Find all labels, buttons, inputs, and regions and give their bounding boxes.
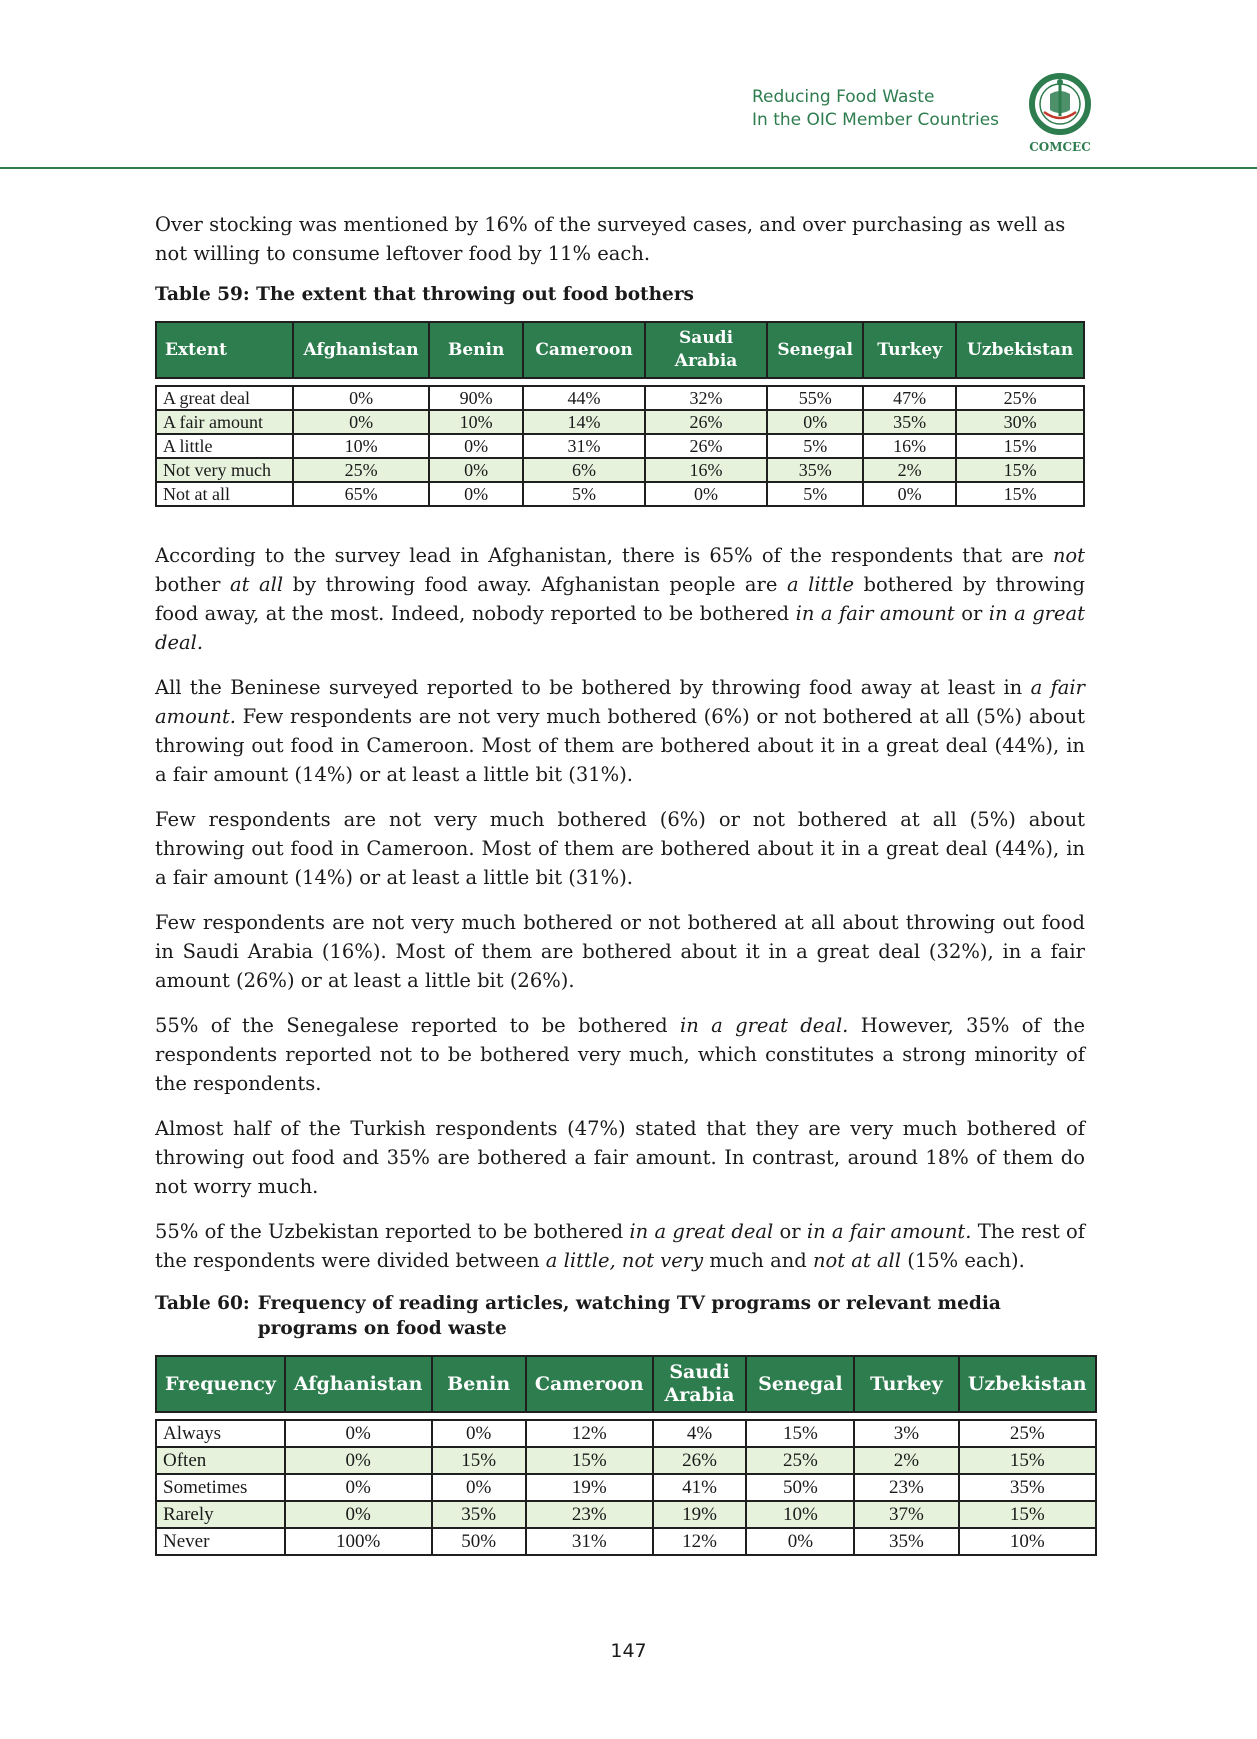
table-60-cell: 0% [432, 1420, 526, 1447]
emphasis-text: a fair amount. [155, 676, 1085, 728]
table-59-cell: 31% [523, 434, 644, 458]
logo-text: COMCEC [1029, 140, 1091, 154]
table-60-cell: 0% [285, 1447, 432, 1474]
table-59-spacer-cell [156, 378, 1084, 386]
table-60-cell: 10% [959, 1528, 1097, 1555]
emphasis-text: in a great deal [629, 1220, 774, 1243]
paragraph-senegal [155, 1011, 1085, 1098]
comcec-logo [1020, 70, 1100, 156]
table-59-header-cell: Uzbekistan [956, 322, 1084, 378]
table-60-spacer [156, 1412, 1096, 1420]
table-59-spacer [156, 378, 1084, 386]
paragraph-afghanistan [155, 541, 1085, 657]
table-59-row-label: A great deal [156, 386, 293, 410]
table-60-row [156, 1474, 1096, 1501]
paragraph-saudi-arabia: Few respondents are not very much bothered or not bothered at all about throwing out food in Saudi Arabia (16%). Most of them are bothered about it in a great deal (32%), in a fair amount (26%) or at least a little bit (26%). [155, 911, 1085, 992]
table-59-header-cell: Afghanistan [293, 322, 429, 378]
text-run: 55% of the Senegalese reported to be bothered [155, 1014, 680, 1037]
table-59-header-row [156, 322, 1084, 378]
table-60-cell: 37% [854, 1501, 958, 1528]
table-59-cell: 0% [429, 434, 523, 458]
table-59-cell: 5% [767, 482, 863, 506]
table-60-cell: 0% [285, 1420, 432, 1447]
table-60 [155, 1355, 1097, 1556]
table-60-cell: 19% [526, 1474, 653, 1501]
table-60-row-label: Always [156, 1420, 285, 1447]
table-59-cell: 55% [767, 386, 863, 410]
table-60-row-label: Never [156, 1528, 285, 1555]
table-59-cell: 5% [523, 482, 644, 506]
table-59-row [156, 458, 1084, 482]
table-59-cell: 2% [863, 458, 956, 482]
table-59-cell: 0% [429, 458, 523, 482]
table-60-cell: 31% [526, 1528, 653, 1555]
table-60-caption-label: Table 60: [155, 1293, 250, 1314]
table-59-cell: 15% [956, 458, 1084, 482]
table-59-cell: 90% [429, 386, 523, 410]
table-60-header-cell: Frequency [156, 1356, 285, 1412]
text-run: by throwing food away. Afghanistan people are [283, 573, 787, 596]
table-59-cell: 0% [429, 482, 523, 506]
table-59-row [156, 482, 1084, 506]
table-60-header-cell: Saudi Arabia [653, 1356, 747, 1412]
table-59-caption: Table 59: The extent that throwing out food bothers [155, 284, 694, 305]
table-60-header-cell: Benin [432, 1356, 526, 1412]
table-60-spacer-cell [156, 1412, 1096, 1420]
emphasis-text: in a fair amount [795, 602, 955, 625]
table-59-cell: 0% [293, 410, 429, 434]
table-60-header-cell: Uzbekistan [959, 1356, 1097, 1412]
table-59-row-label: Not at all [156, 482, 293, 506]
table-59-cell: 16% [645, 458, 767, 482]
table-60-cell: 25% [959, 1420, 1097, 1447]
table-59-header-cell: Senegal [767, 322, 863, 378]
table-60-cell: 0% [432, 1474, 526, 1501]
table-60-cell: 35% [959, 1474, 1097, 1501]
paragraph-turkey: Almost half of the Turkish respondents (47%) stated that they are very much bothered of throwing out food and 35% are bothered a fair amount. In contrast, around 18% of them do not worry much. [155, 1117, 1085, 1198]
table-59-cell: 6% [523, 458, 644, 482]
table-59-cell: 16% [863, 434, 956, 458]
table-60-cell: 15% [959, 1501, 1097, 1528]
emphasis-text: in a great deal. [679, 1014, 849, 1037]
table-60-cell: 0% [285, 1501, 432, 1528]
table-60-cell: 23% [854, 1474, 958, 1501]
document-title [752, 86, 1002, 132]
table-59-cell: 10% [429, 410, 523, 434]
table-59-row-label: Not very much [156, 458, 293, 482]
table-60-cell: 12% [653, 1528, 747, 1555]
page-content [155, 210, 1085, 1556]
paragraph-cameroon: Few respondents are not very much bothered (6%) or not bothered at all (5%) about throwing out food in Cameroon. Most of them are bothered about it in a great deal (44%), in a fair amount (14%) or at least a little bit (31%). [155, 808, 1085, 889]
table-59 [155, 321, 1085, 507]
paragraph-benin [155, 673, 1085, 789]
table-59-cell: 26% [645, 410, 767, 434]
table-60-cell: 50% [432, 1528, 526, 1555]
header-divider [0, 167, 1257, 169]
table-59-cell: 25% [956, 386, 1084, 410]
table-59-cell: 15% [956, 434, 1084, 458]
table-60-header-cell: Turkey [854, 1356, 958, 1412]
table-59-header-cell: Benin [429, 322, 523, 378]
table-60-cell: 23% [526, 1501, 653, 1528]
table-59-cell: 32% [645, 386, 767, 410]
table-60-body [156, 1412, 1096, 1555]
page-header [0, 0, 1257, 170]
table-60-row-label: Sometimes [156, 1474, 285, 1501]
title-line-2: In the OIC Member Countries [752, 110, 1000, 130]
table-60-row-label: Rarely [156, 1501, 285, 1528]
emphasis-text: not [1052, 544, 1085, 567]
table-60-cell: 10% [746, 1501, 854, 1528]
table-60-header-cell: Senegal [746, 1356, 854, 1412]
table-59-row [156, 386, 1084, 410]
table-59-row-label: A little [156, 434, 293, 458]
emphasis-text: in a fair amount. [806, 1220, 972, 1243]
table-59-cell: 0% [767, 410, 863, 434]
text-run: 55% of the Uzbekistan reported to be bothered [155, 1220, 630, 1243]
table-59-cell: 0% [293, 386, 429, 410]
table-59-header-cell: Turkey [863, 322, 956, 378]
text-run: or [954, 602, 989, 625]
table-60-cell: 15% [959, 1447, 1097, 1474]
table-59-header-cell: Cameroon [523, 322, 644, 378]
table-60-row [156, 1447, 1096, 1474]
table-60-header-cell: Cameroon [526, 1356, 653, 1412]
table-60-cell: 12% [526, 1420, 653, 1447]
table-60-caption [155, 1291, 1085, 1341]
table-60-row-label: Often [156, 1447, 285, 1474]
table-60-cell: 41% [653, 1474, 747, 1501]
table-59-row [156, 410, 1084, 434]
table-59-cell: 5% [767, 434, 863, 458]
emphasis-text: a little, not very [545, 1249, 704, 1272]
table-59-cell: 10% [293, 434, 429, 458]
table-60-cell: 0% [746, 1528, 854, 1555]
table-60-row [156, 1420, 1096, 1447]
text-run: bothered by throwing food away, at the most. Indeed, nobody reported to be bothered [155, 573, 1086, 625]
table-59-cell: 44% [523, 386, 644, 410]
emphasis-text: in a great deal. [155, 602, 1085, 654]
paragraph-uzbekistan [155, 1217, 1085, 1275]
table-59-cell: 0% [645, 482, 767, 506]
text-run: much and [703, 1249, 813, 1272]
table-59-cell: 14% [523, 410, 644, 434]
table-59-header-cell: Saudi Arabia [645, 322, 767, 378]
table-60-cell: 35% [432, 1501, 526, 1528]
table-59-cell: 35% [767, 458, 863, 482]
text-run: Few respondents are not very much bothered (6%) or not bothered at all (5%) about throwing out food in Cameroon. Most of them are bothered about it in a great deal (44%), in a fair amount (14%) or at least a little bit (31%). [155, 705, 1085, 786]
table-60-header-cell: Afghanistan [285, 1356, 432, 1412]
table-60-cell: 19% [653, 1501, 747, 1528]
text-run: All the Beninese surveyed reported to be bothered by throwing food away at least in [155, 676, 1031, 699]
table-59-cell: 35% [863, 410, 956, 434]
table-59-cell: 65% [293, 482, 429, 506]
table-59-header-cell: Extent [156, 322, 293, 378]
table-59-cell: 26% [645, 434, 767, 458]
table-60-row [156, 1528, 1096, 1555]
text-run: However, 35% of the respondents reported not to be bothered very much, which constitutes a strong minority of the respondents. [155, 1014, 1086, 1095]
emphasis-text: at all [230, 573, 284, 596]
table-59-cell: 25% [293, 458, 429, 482]
text-run: The rest of the respondents were divided between [155, 1220, 1085, 1272]
page-number: 147 [610, 1640, 647, 1662]
table-60-cell: 26% [653, 1447, 747, 1474]
table-60-cell: 100% [285, 1528, 432, 1555]
table-59-cell: 30% [956, 410, 1084, 434]
table-59-cell: 0% [863, 482, 956, 506]
table-60-cell: 50% [746, 1474, 854, 1501]
table-60-cell: 4% [653, 1420, 747, 1447]
table-60-header-row [156, 1356, 1096, 1412]
emphasis-text: a little [786, 573, 855, 596]
table-60-cell: 35% [854, 1528, 958, 1555]
table-59-row [156, 434, 1084, 458]
table-60-cell: 15% [746, 1420, 854, 1447]
table-59-cell: 15% [956, 482, 1084, 506]
table-59-row-label: A fair amount [156, 410, 293, 434]
table-60-cell: 2% [854, 1447, 958, 1474]
table-60-cell: 15% [526, 1447, 653, 1474]
text-run: (15% each). [901, 1249, 1025, 1272]
table-60-caption-text: Frequency of reading articles, watching TV programs or relevant media programs on food waste [257, 1293, 1001, 1339]
intro-paragraph: Over stocking was mentioned by 16% of the surveyed cases, and over purchasing as well as not willing to consume leftover food by 11% each. [155, 213, 1066, 265]
table-60-cell: 25% [746, 1447, 854, 1474]
table-59-body [156, 378, 1084, 506]
table-60-row [156, 1501, 1096, 1528]
comcec-emblem-icon [1020, 70, 1100, 140]
text-run: or [773, 1220, 807, 1243]
table-60-cell: 3% [854, 1420, 958, 1447]
text-run: bother [155, 573, 231, 596]
title-line-1: Reducing Food Waste [752, 87, 935, 107]
emphasis-text: not at all [812, 1249, 902, 1272]
table-60-cell: 0% [285, 1474, 432, 1501]
table-59-cell: 47% [863, 386, 956, 410]
table-60-cell: 15% [432, 1447, 526, 1474]
text-run: According to the survey lead in Afghanistan, there is 65% of the respondents that are [155, 544, 1053, 567]
